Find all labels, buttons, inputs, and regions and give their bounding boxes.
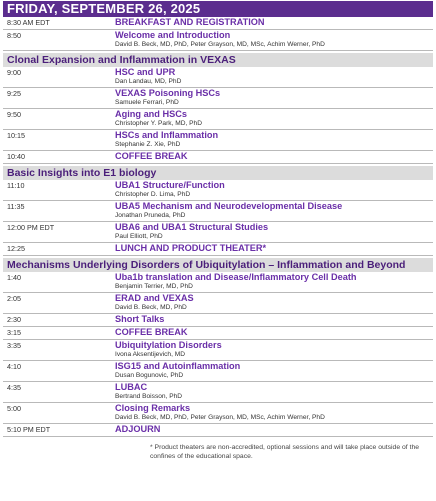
agenda-row <box>3 403 433 424</box>
session-title: ERAD and VEXAS <box>115 293 194 303</box>
section-header: Mechanisms Underlying Disorders of Ubiquitylation – Inflammation and Beyond <box>3 258 433 272</box>
session-time: 12:00 PM EDT <box>7 223 55 232</box>
agenda-row <box>3 293 433 314</box>
session-details <box>115 67 433 87</box>
session-details <box>115 201 433 221</box>
session-time: 2:05 <box>7 294 21 303</box>
agenda-row <box>3 243 433 256</box>
section-header: Clonal Expansion and Inflammation in VEXAS <box>3 53 433 67</box>
session-title: Short Talks <box>115 314 165 324</box>
agenda-row <box>3 130 433 151</box>
session-speakers: Dusan Bogunovic, PhD <box>115 372 184 379</box>
session-details <box>115 327 433 339</box>
session-details <box>115 403 433 423</box>
agenda-row <box>3 382 433 403</box>
session-title: HSCs and Inflammation <box>115 130 219 140</box>
agenda-row <box>3 180 433 201</box>
session-title: Closing Remarks <box>115 403 191 413</box>
session-speakers: Bertrand Boisson, PhD <box>115 393 183 400</box>
session-details <box>115 361 433 381</box>
session-details <box>115 424 433 436</box>
opening-block <box>3 17 433 51</box>
session-time: 9:00 <box>7 68 21 77</box>
session-title: VEXAS Poisoning HSCs <box>115 88 221 98</box>
session-time: 2:30 <box>7 315 21 324</box>
session-details <box>115 88 433 108</box>
agenda-row <box>3 327 433 340</box>
session-details <box>115 272 433 292</box>
session-speakers: David B. Beck, MD, PhD, Peter Grayson, MD, MSc, Achim Werner, PhD <box>115 41 325 48</box>
session-speakers: David B. Beck, MD, PhD, Peter Grayson, MD, MSc, Achim Werner, PhD <box>115 414 325 421</box>
session-time: 10:40 <box>7 152 25 161</box>
session-details <box>115 314 433 326</box>
session-time: 12:25 <box>7 244 25 253</box>
session-time: 9:50 <box>7 110 21 119</box>
session-time: 8:30 AM EDT <box>7 18 50 27</box>
agenda-row <box>3 88 433 109</box>
agenda-page <box>3 1 433 461</box>
footnote: * Product theaters are non-accredited, optional sessions and will take place outside of the confines of the educational space. <box>150 444 420 460</box>
agenda-row <box>3 222 433 243</box>
agenda-row <box>3 109 433 130</box>
session-time: 3:15 <box>7 328 21 337</box>
session-title: LUNCH AND PRODUCT THEATER* <box>115 243 267 253</box>
session-time: 1:40 <box>7 273 21 282</box>
agenda-row <box>3 314 433 327</box>
session-details <box>115 30 433 50</box>
agenda-row <box>3 340 433 361</box>
session-time: 3:35 <box>7 341 21 350</box>
session-speakers: Christopher D. Lima, PhD <box>115 191 191 198</box>
session-time: 5:00 <box>7 404 21 413</box>
agenda-row <box>3 201 433 222</box>
session-title: ADJOURN <box>115 424 161 434</box>
session-title: Aging and HSCs <box>115 109 187 119</box>
session-speakers: Samuele Ferrari, PhD <box>115 99 179 106</box>
session-speakers: Dan Landau, MD, PhD <box>115 78 182 85</box>
session-title: COFFEE BREAK <box>115 151 188 161</box>
session-details <box>115 130 433 150</box>
session-speakers: Stephanie Z. Xie, PhD <box>115 141 181 148</box>
session-time: 4:35 <box>7 383 21 392</box>
session-details <box>115 243 433 255</box>
session-time: 11:10 <box>7 181 25 190</box>
session-title: ISG15 and Autoinflammation <box>115 361 241 371</box>
session-time: 5:10 PM EDT <box>7 425 51 434</box>
session-title: UBA5 Mechanism and Neurodevelopmental Disease <box>115 201 343 211</box>
session-title: UBA1 Structure/Function <box>115 180 225 190</box>
session-details <box>115 340 433 360</box>
session-title: COFFEE BREAK <box>115 327 188 337</box>
agenda-row <box>3 424 433 437</box>
session-time: 4:10 <box>7 362 21 371</box>
agenda-row <box>3 361 433 382</box>
session-title: BREAKFAST AND REGISTRATION <box>115 17 265 27</box>
session-title: UBA6 and UBA1 Structural Studies <box>115 222 269 232</box>
session-speakers: Paul Elliott, PhD <box>115 233 163 240</box>
session-time: 9:25 <box>7 89 21 98</box>
session-time: 11:35 <box>7 202 25 211</box>
section-items <box>3 180 433 256</box>
agenda-row <box>3 151 433 164</box>
session-speakers: David B. Beck, MD, PhD <box>115 304 187 311</box>
session-title: Uba1b translation and Disease/Inflammatory Cell Death <box>115 272 357 282</box>
agenda-row <box>3 67 433 88</box>
session-title: Welcome and Introduction <box>115 30 231 40</box>
session-details <box>115 151 433 163</box>
agenda-row <box>3 30 433 51</box>
session-title: HSC and UPR <box>115 67 176 77</box>
session-details <box>115 180 433 200</box>
section-header: Basic Insights into E1 biology <box>3 166 433 180</box>
session-time: 8:50 <box>7 31 21 40</box>
day-header: FRIDAY, SEPTEMBER 26, 2025 <box>3 1 433 17</box>
agenda-row <box>3 272 433 293</box>
agenda-row <box>3 17 433 30</box>
session-speakers: Christopher Y. Park, MD, PhD <box>115 120 202 127</box>
session-speakers: Ivona Aksentijevich, MD <box>115 351 185 358</box>
session-time: 10:15 <box>7 131 25 140</box>
session-details <box>115 293 433 313</box>
session-details <box>115 382 433 402</box>
section-items <box>3 67 433 164</box>
session-details <box>115 17 433 29</box>
section-items <box>3 272 433 437</box>
session-speakers: Jonathan Pruneda, PhD <box>115 212 186 219</box>
session-speakers: Benjamin Terrier, MD, PhD <box>115 283 193 290</box>
session-details <box>115 109 433 129</box>
session-title: Ubiquitylation Disorders <box>115 340 222 350</box>
session-details <box>115 222 433 242</box>
session-title: LUBAC <box>115 382 148 392</box>
